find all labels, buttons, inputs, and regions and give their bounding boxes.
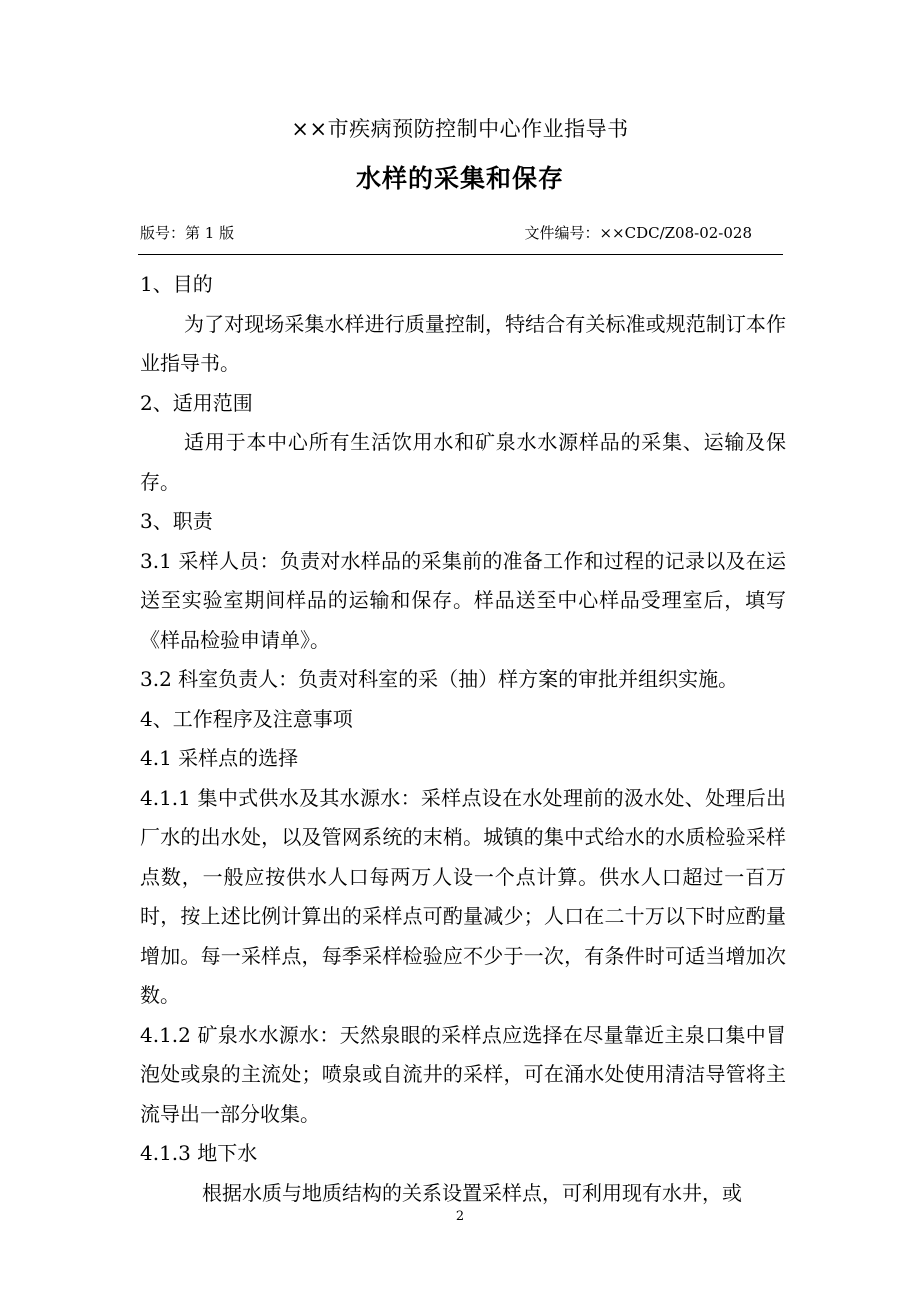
paragraph-sampler-duties: 3.1 采样人员：负责对水样品的采集前的准备工作和过程的记录以及在运送至实验室期间样品的运输和保存。样品送至中心样品受理室后，填写《样品检验申请单》。 <box>140 548 786 652</box>
section-heading-purpose: 1、目的 <box>140 272 213 296</box>
section-heading-scope: 2、适用范围 <box>140 390 253 415</box>
section-heading-groundwater: 4.1.3 地下水 <box>140 1141 258 1165</box>
document-body <box>140 265 786 1213</box>
paragraph-centralized-supply: 4.1.1 集中式供水及其水源水：采样点设在水处理前的汲水处、处理后出厂水的出水处，以及管网系统的末梢。城镇的集中式给水的水质检验采样点数，一般应按供水人口每两万人设一个点计算。供水人口超过一百万时，按上述比例计算出的采样点可酌量减少；人口在二十万以下时应酌量增加。每一采样点，每季采样检验应不少于一次，有条件时可适当增加次数。 <box>140 785 786 1007</box>
paragraph-purpose: 为了对现场采集水样进行质量控制，特结合有关标准或规范制订本作业指导书。 <box>140 311 786 375</box>
file-number-label: 文件编号：××CDC/Z08-02-028 <box>524 224 752 242</box>
section-heading-responsibilities: 3、职责 <box>140 509 213 533</box>
section-heading-procedures: 4、工作程序及注意事项 <box>140 706 353 731</box>
document-title: 水样的采集和保存 <box>355 164 564 193</box>
paragraph-mineral-water: 4.1.2 矿泉水水源水：天然泉眼的采样点应选择在尽量靠近主泉口集中冒泡处或泉的主流处；喷泉或自流井的采样，可在涌水处使用清洁导管将主流导出一部分收集。 <box>140 1022 786 1126</box>
header-divider <box>138 254 783 255</box>
paragraph-dept-head-duties: 3.2 科室负责人：负责对科室的采（抽）样方案的审批并组织实施。 <box>140 667 739 691</box>
paragraph-scope: 适用于本中心所有生活饮用水和矿泉水水源样品的采集、运输及保存。 <box>140 430 786 494</box>
page-number: 2 <box>455 1209 465 1224</box>
paragraph-groundwater: 根据水质与地质结构的关系设置采样点，可利用现有水井，或 <box>202 1180 742 1205</box>
version-label: 版号：第 1 版 <box>140 224 235 242</box>
organization-title: ××市疾病预防控制中心作业指导书 <box>291 117 629 141</box>
section-heading-sampling-points: 4.1 采样点的选择 <box>140 746 299 770</box>
